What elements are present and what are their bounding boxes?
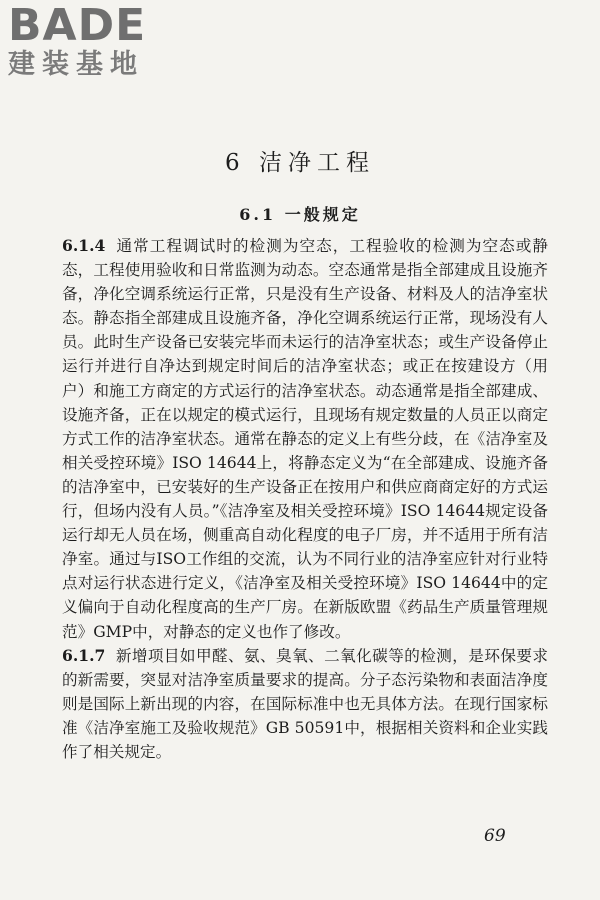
paragraph-text: 通常工程调试时的检测为空态，工程验收的检测为空态或静态，工程使用验收和日常监测为动态。空态通常是指全部建成且设施齐备，净化空调系统运行正常，只是没有生产设备、材料及人的洁净室状态。静态指全部建成且设施齐备，净化空调系统运行正常，现场没有人员。此时生产设备已安装完毕而未运行的洁净室状态；或生产设备停止运行并进行自净达到规定时间后的洁净室状态；或正在按建设方（用户）和施工方商定的方式运行的洁净室状态。动态通常是指全部建成、设施齐备，正在以规定的模式运行，且现场有规定数量的人员正以商定方式工作的洁净室状态。通常在静态的定义上有些分歧，在《洁净室及相关受控环境》ISO 14644上，将静态定义为“在全部建成、设施齐备的洁净室中，已安装好的生产设备正在按用户和供应商商定好的方式运行，但场内没有人员。”《洁净室及相关受控环境》ISO 14644规定设备运行却无人员在场，侧重高自动化程度的电子厂房，并不适用于所有洁净室。通过与ISO工作组的交流，认为不同行业的洁净室应针对行业特点对运行状态进行定义，《洁净室及相关受控环境》ISO 14644中的定义偏向于自动化程度高的生产厂房。在新版欧盟《药品生产质量管理规范》GMP中，对静态的定义也作了修改。 [62, 237, 548, 641]
chapter-title: 6 洁净工程 [225, 150, 375, 176]
clause-number: 6.1.4 [62, 236, 106, 255]
paragraph-text: 新增项目如甲醛、氨、臭氧、二氧化碳等的检测，是环保要求的新需要，突显对洁净室质量要求的提高。分子态污染物和表面洁净度则是国际上新出现的内容，在国际标准中也无具体方法。在现行国家标准《洁净室施工及验收规范》GB 50591中，根据相关资料和企业实践作了相关规定。 [62, 646, 548, 761]
logo-subtitle: 建装基地 [8, 49, 144, 80]
body-text [62, 234, 548, 764]
logo [8, 2, 146, 80]
paragraph-6-1-7 [62, 644, 548, 764]
section-title: 6.1 一般规定 [239, 205, 361, 224]
paragraph-6-1-4 [62, 234, 548, 644]
page-number: 69 [484, 826, 506, 846]
clause-number: 6.1.7 [62, 645, 106, 665]
logo-word: BADE [8, 0, 147, 51]
